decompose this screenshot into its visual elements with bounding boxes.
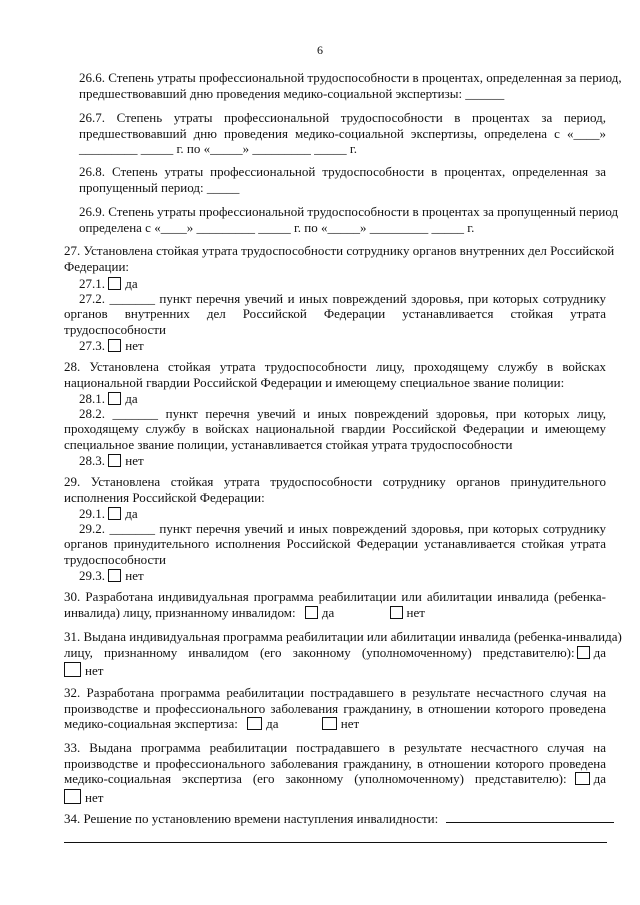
item-29-2-line1: 29.2. _______ пункт перечня увечий и иных повреждений здоровья, при которых сотруднику — [79, 521, 606, 536]
item-27-1-label: да — [125, 276, 138, 291]
item-31-line2 — [64, 645, 606, 661]
item-28-line1: 28. Установлена стойкая утрата трудоспособности лицу, проходящему службу в войсках — [64, 359, 606, 374]
item-33-yes-label: да — [593, 771, 606, 786]
item-30-yes-label: да — [321, 604, 335, 620]
item-26-8-line1: 26.8. Степень утраты профессиональной трудоспособности в процентах, определенная за — [79, 164, 606, 179]
item-31 — [64, 629, 622, 679]
item-28-2 — [79, 406, 606, 422]
checkbox-30-no[interactable] — [390, 606, 403, 619]
item-29-1 — [79, 506, 606, 522]
item-28-2-line3: специальное звание полиции, устанавливается стойкая утрата трудоспособности — [64, 436, 513, 452]
item-31-no-label: нет — [85, 663, 104, 678]
item-32 — [64, 685, 606, 732]
item-32-line3-text: медико-социальная экспертиза: — [64, 716, 238, 731]
item-34 — [64, 811, 606, 827]
item-30 — [64, 589, 606, 620]
item-28-3 — [79, 453, 606, 469]
item-34-line1 — [64, 811, 606, 827]
page-number: 6 — [317, 43, 323, 57]
item-28-1 — [79, 391, 606, 407]
checkbox-29-3-no[interactable] — [108, 569, 121, 582]
item-31-line1: 31. Выдана индивидуальная программа реабилитации или абилитации инвалида (ребенка-инвалида) — [64, 629, 622, 644]
item-26-7 — [79, 110, 606, 157]
item-26-6-line2: предшествовавший дню проведения медико-социальной экспертизы: ______ — [79, 85, 505, 101]
item-27-line2: Федерации: — [64, 258, 130, 274]
item-32-no-label: нет — [340, 716, 360, 731]
item-28-3-number: 28.3. — [79, 453, 105, 468]
item-28 — [64, 359, 606, 390]
item-29-2-line2: органов принудительного исполнения Российской Федерации устанавливается стойкая утрата — [64, 536, 606, 551]
item-31-yes-label: да — [593, 644, 606, 660]
item-26-6-line1: 26.6. Степень утраты профессиональной трудоспособности в процентах, определенная за период, — [79, 70, 622, 85]
checkbox-33-yes[interactable] — [575, 772, 590, 785]
item-26-6 — [79, 70, 622, 101]
item-26-7-line3: _________ _____ г. по «_____» _________ _____ г. — [79, 141, 357, 156]
item-26-8-line2: пропущенный период: _____ — [79, 179, 240, 195]
item-33-line3-text: медико-социальная экспертиза (его законному (уполномоченному) представителю): — [64, 771, 567, 786]
item-26-9-line1: 26.9. Степень утраты профессиональной трудоспособности в процентах за пропущенный период — [79, 204, 619, 219]
checkbox-31-no[interactable] — [64, 662, 81, 677]
item-33-line1: 33. Выдана программа реабилитации пострадавшего в результате несчастного случая на — [64, 740, 606, 755]
item-29-line1: 29. Установлена стойкая утрата трудоспособности сотруднику органов принудительного — [64, 474, 606, 489]
item-34-answer-line[interactable] — [64, 842, 607, 843]
item-29-3-label: нет — [125, 568, 144, 583]
checkbox-28-1-yes[interactable] — [108, 392, 121, 405]
item-27-3-label: нет — [125, 338, 144, 353]
item-27-2-line1: 27.2. _______ пункт перечня увечий и иных повреждений здоровья, при которых сотруднику — [79, 291, 606, 306]
item-28-line2: национальной гвардии Российской Федерации и имеющему специальное звание полиции: — [64, 374, 565, 390]
item-29-2 — [79, 521, 606, 537]
item-30-no-label: нет — [406, 604, 425, 620]
item-28-3-label: нет — [125, 453, 144, 468]
item-28-1-number: 28.1. — [79, 391, 105, 406]
item-27-1-number: 27.1. — [79, 276, 105, 291]
checkbox-33-no[interactable] — [64, 789, 81, 804]
checkbox-29-1-yes[interactable] — [108, 507, 121, 520]
item-31-line3 — [64, 662, 606, 679]
item-33-line2: производстве и профессионального заболевания гражданину, в отношении которого проведена — [64, 755, 606, 771]
item-27-2-line2: органов внутренних дел Российской Федерации устанавливается стойкая утрата — [64, 306, 606, 321]
checkbox-31-yes[interactable] — [577, 646, 590, 659]
item-33-line4 — [64, 789, 606, 806]
item-26-9 — [79, 204, 619, 235]
item-32-yes-label: да — [266, 716, 279, 731]
item-32-line2: производстве и профессионального заболевания гражданину, в отношении которого проведена — [64, 700, 606, 716]
item-30-line2-text: инвалида) лицу, признанному инвалидом: — [64, 604, 296, 620]
item-28-1-label: да — [125, 391, 138, 406]
item-34-answer-underline[interactable] — [446, 811, 614, 823]
item-27-line1: 27. Установлена стойкая утрата трудоспособности сотруднику органов внутренних дел Российской — [64, 243, 615, 258]
item-27-2-line3: трудоспособности — [64, 321, 166, 337]
item-30-line2 — [64, 605, 606, 621]
item-29-2-cont — [64, 536, 606, 567]
item-26-7-line1: 26.7. Степень утраты профессиональной трудоспособности в процентах за период, — [79, 110, 606, 125]
checkbox-32-yes[interactable] — [247, 717, 262, 730]
item-33-no-label: нет — [85, 789, 104, 805]
item-27-2-cont — [64, 306, 606, 337]
item-30-line1: 30. Разработана индивидуальная программа реабилитации или абилитации инвалида (ребенка- — [64, 589, 606, 604]
item-33-line3 — [64, 771, 606, 787]
item-28-2-line2: проходящему службу в войсках национальной гвардии Российской Федерации и имеющему — [64, 421, 606, 436]
item-28-2-cont — [64, 421, 606, 452]
item-26-7-line2: предшествовавший дню проведения медико-социальной экспертизы, определена с «____» — [79, 125, 606, 141]
item-29-1-label: да — [125, 506, 138, 521]
item-32-line3 — [64, 716, 606, 732]
item-28-2-line1: 28.2. _______ пункт перечня увечий и иных повреждений здоровья, при которых лицу, — [79, 406, 606, 421]
item-29-2-line3: трудоспособности — [64, 551, 166, 567]
checkbox-28-3-no[interactable] — [108, 454, 121, 467]
item-31-line2-text: лицу, признанному инвалидом (его законному (уполномоченному) представителю): — [64, 644, 575, 660]
item-32-line1: 32. Разработана программа реабилитации пострадавшего в результате несчастного случая на — [64, 685, 606, 700]
item-26-8 — [79, 164, 606, 195]
checkbox-27-1-yes[interactable] — [108, 277, 121, 290]
item-29-line2: исполнения Российской Федерации: — [64, 489, 265, 505]
item-27-3 — [79, 338, 606, 354]
item-29-3-number: 29.3. — [79, 568, 105, 583]
item-27-1 — [79, 276, 606, 292]
item-33 — [64, 740, 606, 805]
checkbox-30-yes[interactable] — [305, 606, 318, 619]
item-29-3 — [79, 568, 606, 584]
item-26-9-line2: определена с «____» _________ _____ г. по «_____» _________ _____ г. — [79, 219, 475, 235]
checkbox-32-no[interactable] — [322, 717, 337, 730]
item-27-3-number: 27.3. — [79, 338, 105, 353]
item-27-2 — [79, 291, 606, 307]
item-29-1-number: 29.1. — [79, 506, 105, 521]
item-29 — [64, 474, 606, 505]
item-34-text: 34. Решение по установлению времени наступления инвалидности: — [64, 811, 439, 826]
item-27 — [64, 243, 615, 274]
checkbox-27-3-no[interactable] — [108, 339, 121, 352]
